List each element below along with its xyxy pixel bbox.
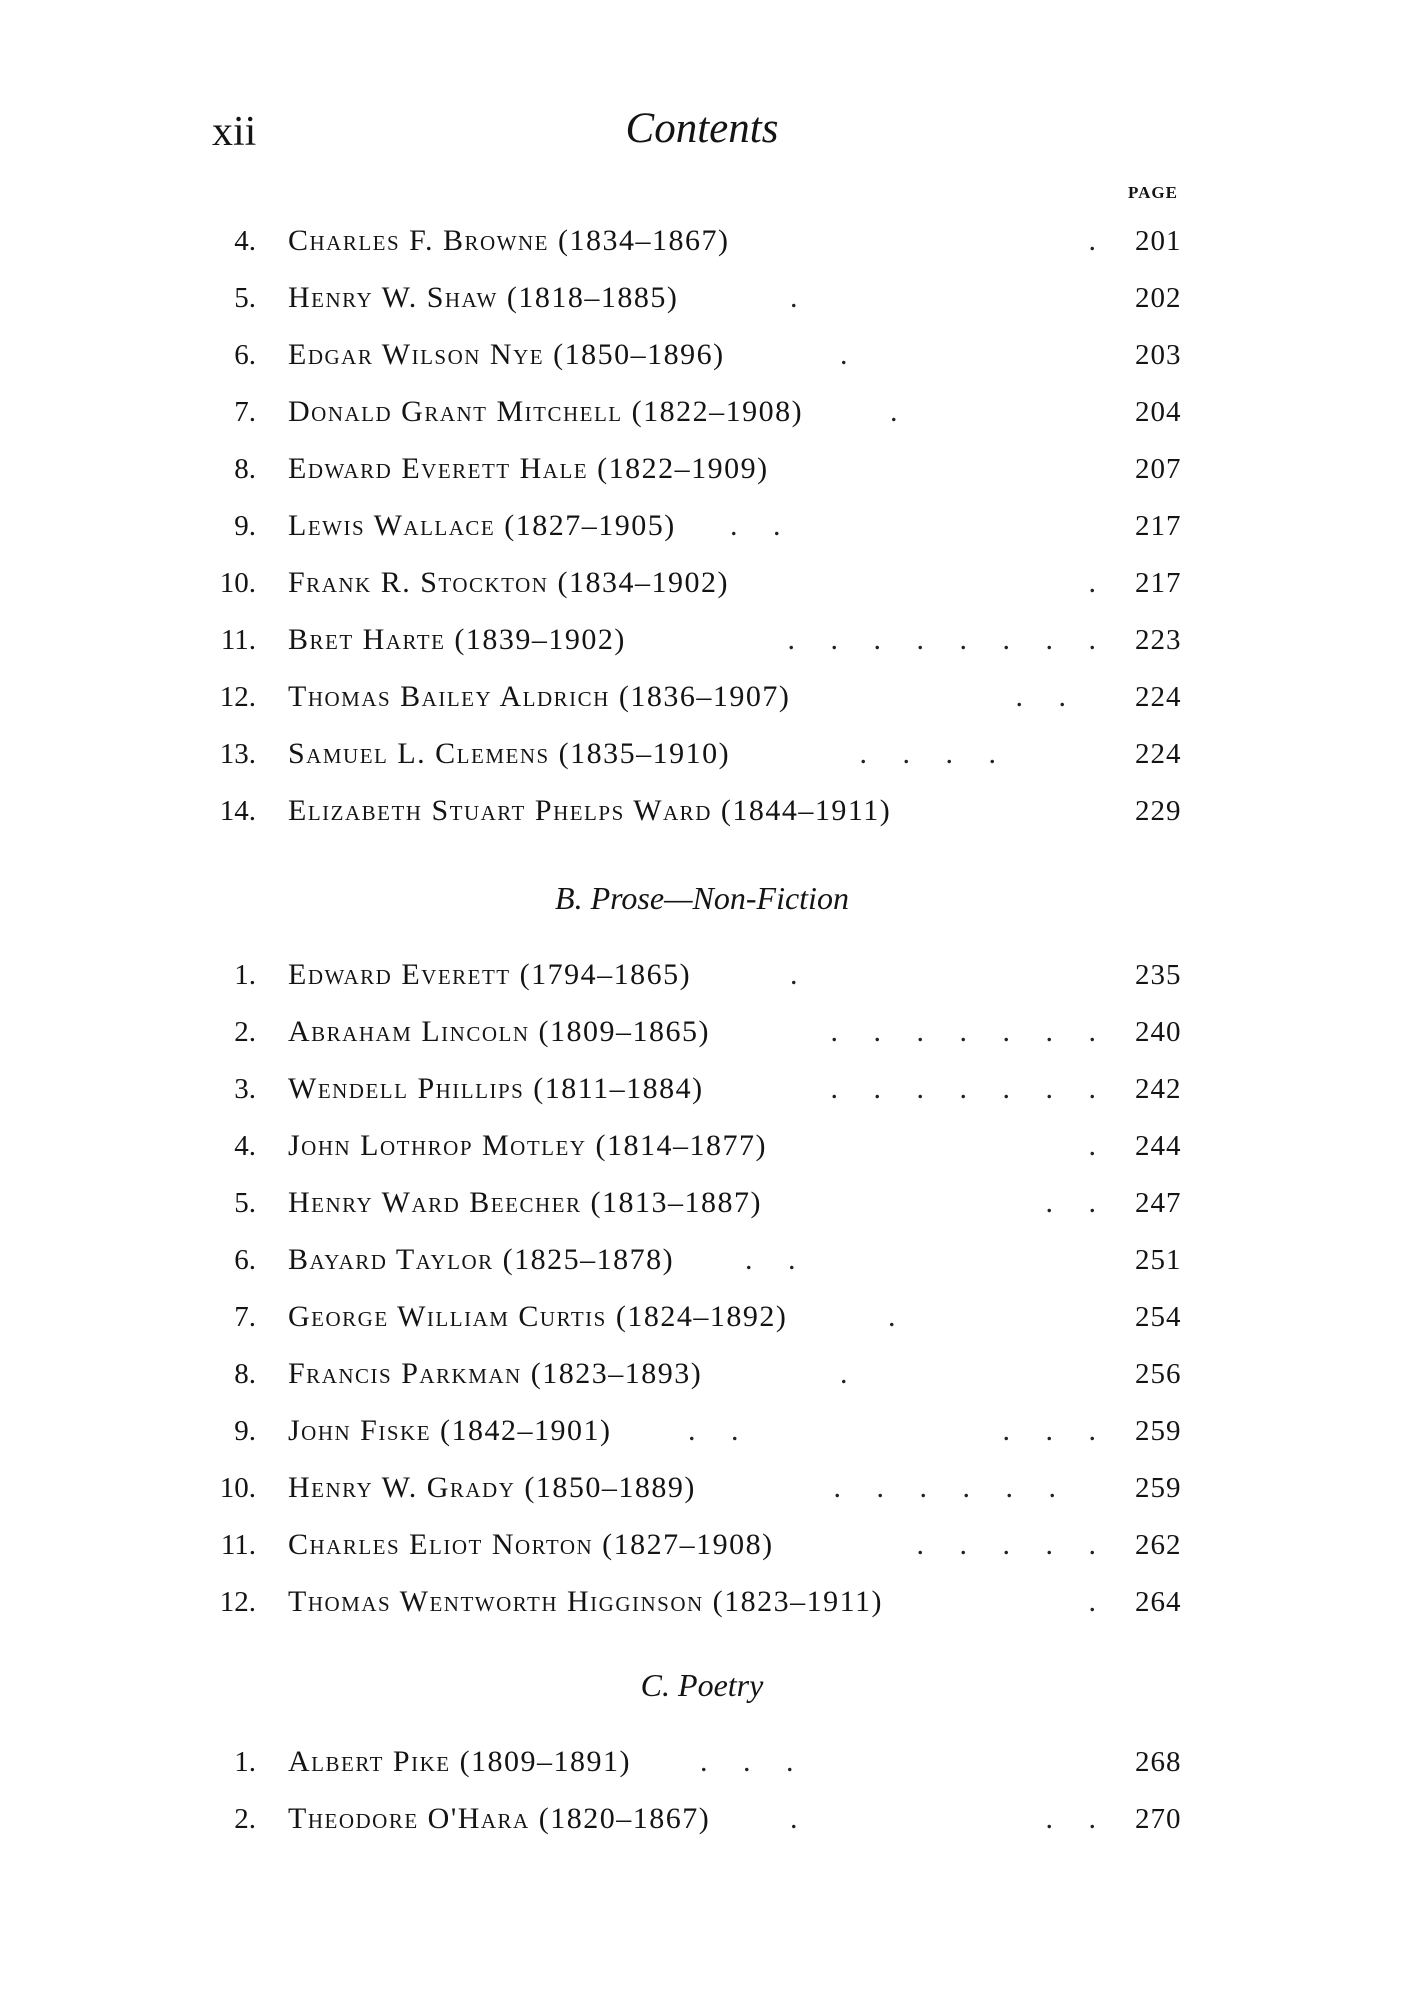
- entry-title: Donald Grant Mitchell (1822–1908): [288, 395, 804, 428]
- toc-entry: [0, 1290, 1404, 1334]
- entry-title: Henry W. Shaw (1818–1885): [288, 281, 679, 314]
- entry-title: Thomas Bailey Aldrich (1836–1907): [288, 680, 791, 713]
- entry-number: 4.: [234, 1130, 256, 1162]
- entry-title: Edward Everett (1794–1865): [288, 958, 692, 991]
- entry-page: 223: [1135, 624, 1182, 656]
- entry-title: Bret Harte (1839–1902): [288, 623, 626, 656]
- entry-page: 242: [1135, 1073, 1182, 1105]
- entry-page: 202: [1135, 282, 1182, 314]
- entry-page: 254: [1135, 1301, 1182, 1333]
- entry-page: 259: [1135, 1415, 1182, 1447]
- toc-entry: [0, 1233, 1404, 1277]
- leader-dots: . .: [1015, 680, 1080, 713]
- toc-entry: [0, 784, 1404, 828]
- entry-page: 251: [1135, 1244, 1182, 1276]
- entry-page: 262: [1135, 1529, 1182, 1561]
- entry-number: 10.: [219, 567, 256, 599]
- toc-entry: [0, 1119, 1404, 1163]
- entry-page: 204: [1135, 396, 1182, 428]
- entry-number: 11.: [220, 624, 256, 656]
- leader-dots: . . .: [1002, 1414, 1110, 1447]
- toc-entry: [0, 1518, 1404, 1562]
- entry-number: 6.: [234, 339, 256, 371]
- entry-title: Edward Everett Hale (1822–1909): [288, 452, 769, 485]
- entry-title: Theodore O'Hara (1820–1867): [288, 1802, 711, 1835]
- entry-page: 256: [1135, 1358, 1182, 1390]
- entry-page: 203: [1135, 339, 1182, 371]
- entry-page: 217: [1135, 567, 1182, 599]
- entry-number: 3.: [234, 1073, 256, 1105]
- leader-dots: . . . . . . .: [830, 1072, 1110, 1105]
- leader-dots: . . .: [700, 1745, 808, 1778]
- section-heading: B. Prose—Non-Fiction: [555, 880, 849, 916]
- toc-entry: [0, 1575, 1404, 1619]
- entry-title: Bayard Taylor (1825–1878): [288, 1243, 675, 1276]
- leader-dots: . .: [745, 1243, 810, 1276]
- toc-entry: [0, 271, 1404, 315]
- leader-dots: . .: [1045, 1186, 1110, 1219]
- leader-dots: . . . . . .: [833, 1471, 1070, 1504]
- entry-title: Henry Ward Beecher (1813–1887): [288, 1186, 762, 1219]
- entry-title: John Fiske (1842–1901): [288, 1414, 612, 1447]
- entry-number: 11.: [220, 1529, 256, 1561]
- toc-entry: [0, 1005, 1404, 1049]
- toc-entry: [0, 214, 1404, 258]
- leader-dots: .: [1088, 1585, 1110, 1618]
- entry-number: 12.: [219, 681, 256, 713]
- leader-dots: . . . . . . .: [830, 1015, 1110, 1048]
- leader-dots: .: [790, 281, 812, 314]
- entry-page: 201: [1135, 225, 1182, 257]
- entry-title: Lewis Wallace (1827–1905): [288, 509, 676, 542]
- leader-dots: . . . . . . . .: [787, 623, 1110, 656]
- entry-number: 13.: [219, 738, 256, 770]
- entry-number: 10.: [219, 1472, 256, 1504]
- entry-title: Wendell Phillips (1811–1884): [288, 1072, 704, 1105]
- toc-entry: [0, 328, 1404, 372]
- leader-dots: .: [840, 1357, 862, 1390]
- entry-number: 7.: [234, 396, 256, 428]
- entry-number: 8.: [234, 453, 256, 485]
- entry-title: Thomas Wentworth Higginson (1823–1911): [288, 1585, 884, 1618]
- toc-entry: [0, 1347, 1404, 1391]
- leader-dots: . . . .: [859, 737, 1010, 770]
- entry-page: 264: [1135, 1586, 1182, 1618]
- entry-page: 224: [1135, 738, 1182, 770]
- toc-entry: [0, 1404, 1404, 1448]
- page-column-label: PAGE: [1128, 183, 1178, 202]
- entry-number: 7.: [234, 1301, 256, 1333]
- leader-dots: .: [840, 338, 862, 371]
- entry-page: 229: [1135, 795, 1182, 827]
- toc-entry: [0, 556, 1404, 600]
- entry-number: 5.: [234, 282, 256, 314]
- entry-page: 207: [1135, 453, 1182, 485]
- entry-page: 247: [1135, 1187, 1182, 1219]
- entry-page: 244: [1135, 1130, 1182, 1162]
- entry-number: 6.: [234, 1244, 256, 1276]
- entry-page: 240: [1135, 1016, 1182, 1048]
- leader-dots: . .: [688, 1414, 753, 1447]
- entry-number: 9.: [234, 1415, 256, 1447]
- toc-entry: [0, 670, 1404, 714]
- entry-page: 259: [1135, 1472, 1182, 1504]
- toc-entry: [0, 1461, 1404, 1505]
- toc-entry: [0, 442, 1404, 486]
- entry-number: 8.: [234, 1358, 256, 1390]
- entry-number: 9.: [234, 510, 256, 542]
- entry-number: 5.: [234, 1187, 256, 1219]
- toc-entry: [0, 948, 1404, 992]
- entry-title: Samuel L. Clemens (1835–1910): [288, 737, 731, 770]
- leader-dots: .: [1088, 1129, 1110, 1162]
- entry-title: George William Curtis (1824–1892): [288, 1300, 788, 1333]
- entry-number: 2.: [234, 1016, 256, 1048]
- entry-page: 268: [1135, 1746, 1182, 1778]
- toc-entry: [0, 499, 1404, 543]
- entry-title: Edgar Wilson Nye (1850–1896): [288, 338, 725, 371]
- entry-page: 224: [1135, 681, 1182, 713]
- entry-title: Charles Eliot Norton (1827–1908): [288, 1528, 774, 1561]
- entry-title: Charles F. Browne (1834–1867): [288, 224, 730, 257]
- toc-entry: [0, 1062, 1404, 1106]
- entry-title: Frank R. Stockton (1834–1902): [288, 566, 729, 599]
- leader-dots: .: [1088, 566, 1110, 599]
- leader-dots: . .: [1045, 1802, 1110, 1835]
- entry-title: John Lothrop Motley (1814–1877): [288, 1129, 767, 1162]
- entry-title: Abraham Lincoln (1809–1865): [288, 1015, 710, 1048]
- leader-dots: .: [888, 1300, 910, 1333]
- entry-number: 12.: [219, 1586, 256, 1618]
- leader-dots: .: [790, 958, 812, 991]
- leader-dots: .: [1088, 224, 1110, 257]
- leader-dots: .: [790, 1802, 812, 1835]
- toc-entry: [0, 613, 1404, 657]
- entry-number: 1.: [234, 1746, 256, 1778]
- entry-number: 4.: [234, 225, 256, 257]
- entry-page: 270: [1135, 1803, 1182, 1835]
- entry-page: 217: [1135, 510, 1182, 542]
- toc-entry: [0, 1792, 1404, 1836]
- entry-title: Elizabeth Stuart Phelps Ward (1844–1911): [288, 794, 892, 827]
- entry-title: Albert Pike (1809–1891): [288, 1745, 632, 1778]
- entry-title: Francis Parkman (1823–1893): [288, 1357, 703, 1390]
- toc-entry: [0, 727, 1404, 771]
- page-title: Contents: [625, 105, 779, 152]
- toc-entry: [0, 1176, 1404, 1220]
- page-number: xii: [212, 109, 257, 155]
- entry-number: 2.: [234, 1803, 256, 1835]
- entry-number: 14.: [219, 795, 256, 827]
- leader-dots: . .: [730, 509, 795, 542]
- section-heading: C. Poetry: [640, 1667, 764, 1703]
- leader-dots: .: [890, 395, 912, 428]
- entry-number: 1.: [234, 959, 256, 991]
- entry-page: 235: [1135, 959, 1182, 991]
- leader-dots: . . . . .: [916, 1528, 1110, 1561]
- entry-title: Henry W. Grady (1850–1889): [288, 1471, 696, 1504]
- toc-entry: [0, 1735, 1404, 1779]
- toc-entry: [0, 385, 1404, 429]
